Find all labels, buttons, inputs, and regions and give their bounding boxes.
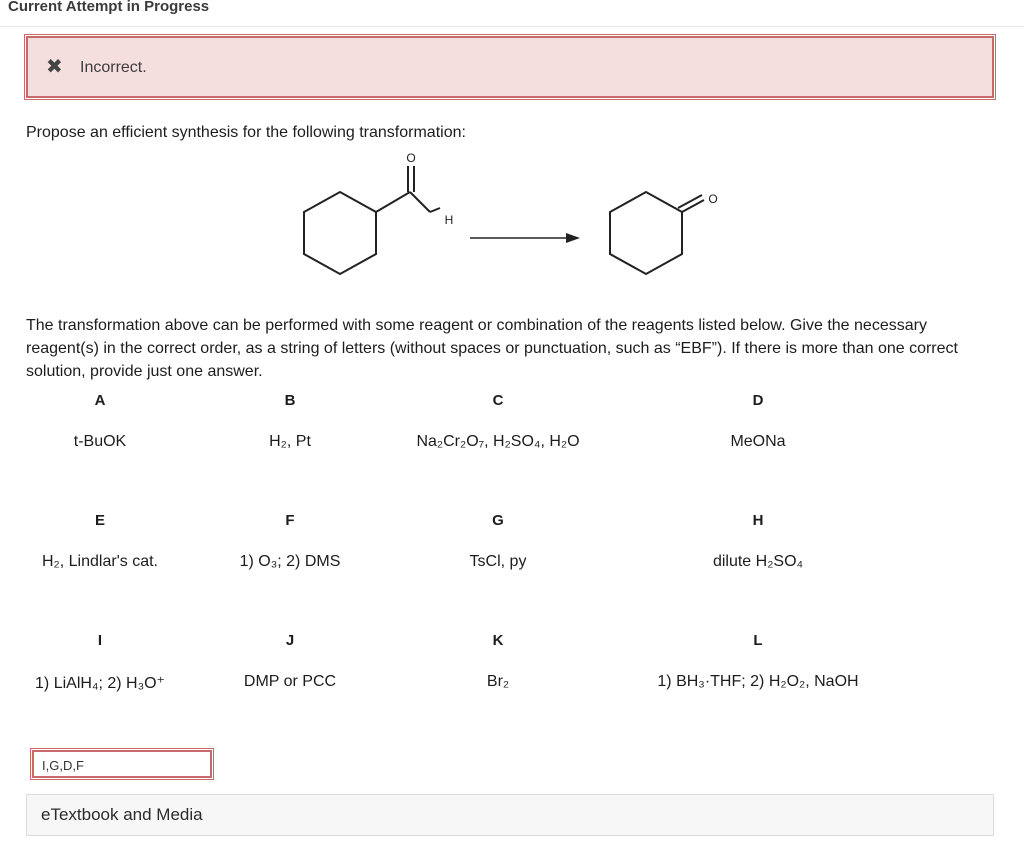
close-icon: ✖	[46, 56, 63, 78]
reagent-letter: H	[752, 512, 764, 529]
reagent-letter: D	[752, 392, 764, 409]
reagent-letter: G	[492, 512, 504, 529]
reagent-letter: J	[285, 632, 295, 649]
header-divider	[0, 26, 1024, 27]
product-structure	[610, 192, 704, 274]
reagent-letter: A	[94, 392, 106, 409]
reagent-letter: K	[492, 632, 504, 649]
reagent-text: 1) BH₃·THF; 2) H₂O₂, NaOH	[657, 673, 859, 690]
reagent-letter: L	[753, 632, 763, 649]
feedback-text: Incorrect.	[80, 59, 147, 76]
reagent-letter: E	[94, 512, 105, 529]
reagent-text: DMP or PCC	[243, 673, 337, 690]
reagent-letter: I	[97, 632, 103, 649]
reagent-text: H₂, Lindlar's cat.	[42, 553, 158, 570]
reagent-text: 1) O₃; 2) DMS	[239, 553, 341, 570]
reagent-text: TsCl, py	[469, 553, 527, 570]
reagent-letter: F	[285, 512, 295, 529]
etextbook-media-label: eTextbook and Media	[41, 805, 203, 824]
reactant-hydrogen-label: H	[444, 213, 454, 227]
etextbook-media-button[interactable]	[26, 794, 994, 836]
reaction-scheme	[290, 150, 730, 290]
incorrect-feedback-banner	[26, 36, 994, 98]
reagent-text: H₂, Pt	[269, 433, 311, 450]
answer-input[interactable]	[32, 750, 212, 778]
reagent-letter: B	[284, 392, 296, 409]
reagent-text: 1) LiAlH₄; 2) H₃O⁺	[35, 675, 165, 692]
reactant-structure	[304, 166, 440, 274]
reaction-arrow	[470, 233, 580, 243]
question-prompt: Propose an efficient synthesis for the following transformation:	[26, 124, 466, 141]
question-instructions: The transformation above can be performed with some reagent or combination of the reagents listed below. Give the necessary reagent(s) in the correct order, as a string of letters (without spaces or punctuation, such as “EBF”). If there is more than one correct solution, provide just one answer.	[26, 317, 958, 380]
reactant-oxygen-label: O	[406, 151, 416, 165]
reagent-text: t-BuOK	[73, 433, 127, 450]
reagent-letter: C	[492, 392, 504, 409]
reagent-text: Na₂Cr₂O₇, H₂SO₄, H₂O	[416, 433, 580, 450]
reagent-text: Br₂	[486, 673, 510, 690]
product-oxygen-label: O	[708, 192, 718, 206]
reagent-text: dilute H₂SO₄	[712, 553, 804, 570]
answer-value: I,G,D,F	[42, 758, 84, 773]
reagent-text: MeONa	[730, 433, 786, 450]
page-title: Current Attempt in Progress	[8, 0, 210, 15]
